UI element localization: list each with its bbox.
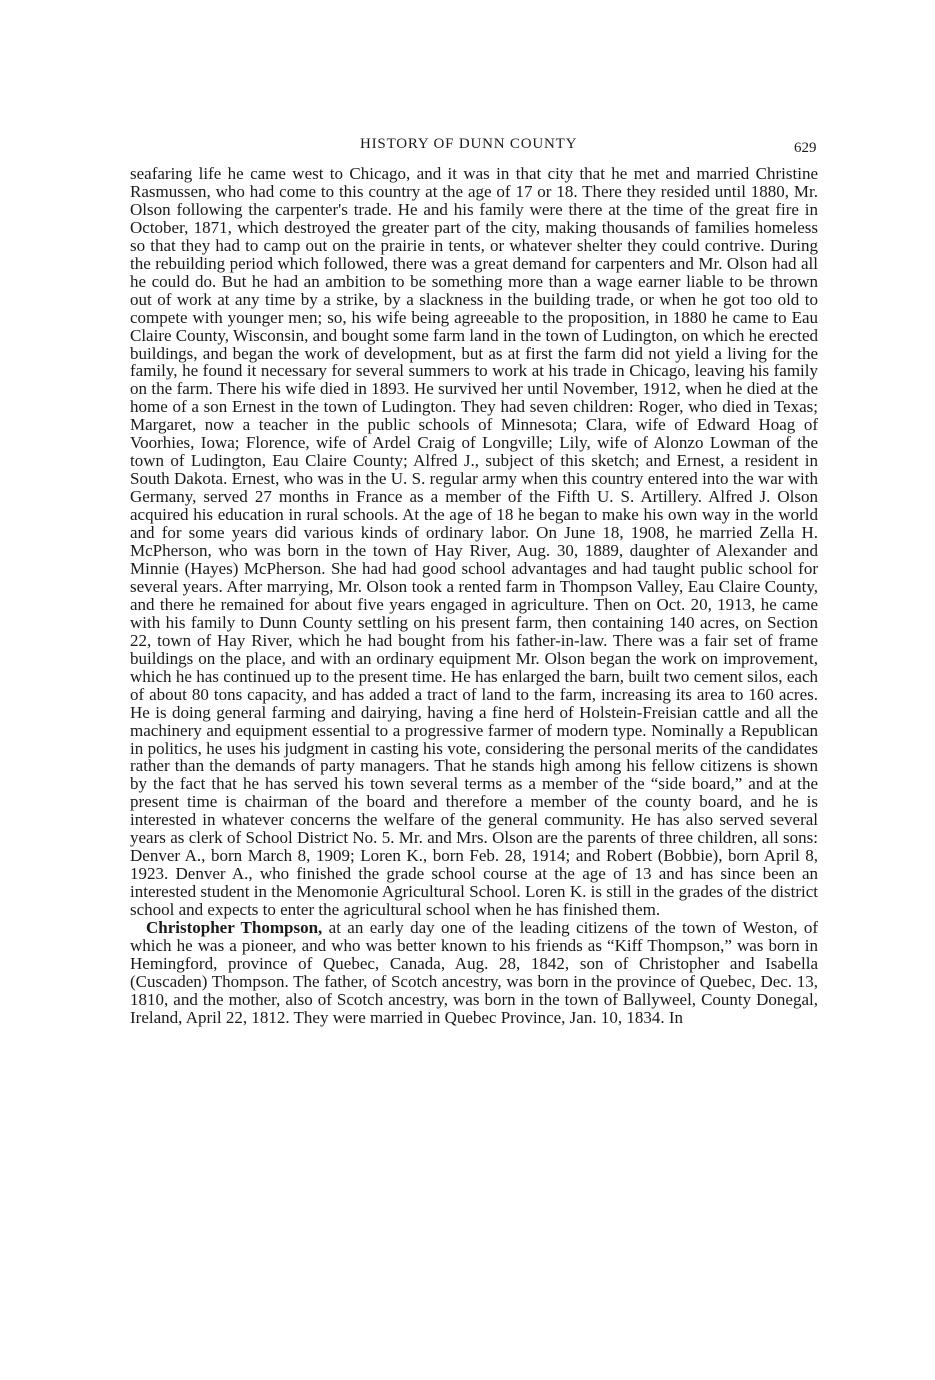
biography-subject-name: Christopher Thompson, bbox=[146, 918, 323, 938]
paragraph-text: at an early day one of the leading citizens of the town of Weston, of which he was a pioneer, and who was better known to his friends as “Kiff Thompson,” was born in Hemingford, province of Quebec, Canada, Aug. 28, 1842, son of Christopher and Isabella (Cuscaden) Thompson. The father, of Scotch ancestry, was born in the province of Quebec, Dec. 13, 1810, and the mother, also of Scotch ancestry, was born in the town of Ballyweel, County Donegal, Ireland, April 22, 1812. They were married in Quebec Province, Jan. 10, 1834. In bbox=[130, 918, 818, 1027]
paragraph-christopher-thompson bbox=[130, 919, 818, 1027]
paragraph-olson-continued: seafaring life he came west to Chicago, and it was in that city that he met and married Christine Rasmussen, who had come to this country at the age of 17 or 18. There they resided until 1880, Mr. Olson following the carpenter's trade. He and his family were there at the time of the great fire in October, 1871, which destroyed the greater part of the city, making thousands of families homeless so that they had to camp out on the prairie in tents, or whatever shelter they could contrive. During the rebuilding period which followed, there was a great demand for carpenters and Mr. Olson had all he could do. But he had an ambition to be something more than a wage earner liable to be thrown out of work at any time by a strike, by a slackness in the building trade, or when he got too old to compete with younger men; so, his wife being agreeable to the proposition, in 1880 he came to Eau Claire County, Wisconsin, and bought some farm land in the town of Ludington, on which he erected buildings, and began the work of development, but as at first the farm did not yield a living for the family, he found it necessary for several summers to work at his trade in Chicago, leaving his family on the farm. There his wife died in 1893. He survived her until November, 1912, when he died at the home of a son Ernest in the town of Ludington. They had seven children: Roger, who died in Texas; Margaret, now a teacher in the public schools of Minnesota; Clara, wife of Edward Hoag of Voorhies, Iowa; Florence, wife of Ardel Craig of Longville; Lily, wife of Alonzo Lowman of the town of Ludington, Eau Claire County; Alfred J., subject of this sketch; and Ernest, a resident in South Dakota. Ernest, who was in the U. S. regular army when this country entered into the war with Germany, served 27 months in France as a member of the Fifth U. S. Artillery. Alfred J. Olson acquired his education in rural schools. At the age of 18 he began to make his own way in the world and for some years did various kinds of ordinary labor. On June 18, 1908, he married Zella H. McPherson, who was born in the town of Hay River, Aug. 30, 1889, daughter of Alexander and Minnie (Hayes) McPherson. She had had good school advantages and had taught public school for several years. After marrying, Mr. Olson took a rented farm in Thompson Valley, Eau Claire County, and there he remained for about five years engaged in agriculture. Then on Oct. 20, 1913, he came with his family to Dunn County settling on his present farm, then containing 140 acres, on Section 22, town of Hay River, which he had bought from his father-in-law. There was a fair set of frame buildings on the place, and with an ordinary equipment Mr. Olson began the work on improvement, which he has continued up to the present time. He has enlarged the barn, built two cement silos, each of about 80 tons capacity, and has added a tract of land to the farm, increasing its area to 160 acres. He is doing general farming and dairying, having a fine herd of Holstein-Freisian cattle and all the machinery and equipment essential to a progressive farmer of modern type. Nominally a Republican in politics, he uses his judgment in casting his vote, considering the personal merits of the candidates rather than the demands of party managers. That he stands high among his fellow citizens is shown by the fact that he has served his town several terms as a member of the “side board,” and at the present time is chairman of the board and therefore a member of the county board, and he is interested in whatever concerns the welfare of the general community. He has also served several years as clerk of School District No. 5. Mr. and Mrs. Olson are the parents of three children, all sons: Denver A., born March 8, 1909; Loren K., born Feb. 28, 1914; and Robert (Bobbie), born April 8, 1923. Denver A., who finished the grade school course at the age of 13 and has since been an interested student in the Menomonie Agricultural School. Loren K. is still in the grades of the district school and expects to enter the agricultural school when he has finished them. bbox=[130, 164, 818, 920]
page-number: 629 bbox=[794, 140, 817, 156]
page-header bbox=[0, 136, 935, 156]
running-head: HISTORY OF DUNN COUNTY bbox=[360, 136, 578, 152]
body-text bbox=[130, 165, 818, 1027]
